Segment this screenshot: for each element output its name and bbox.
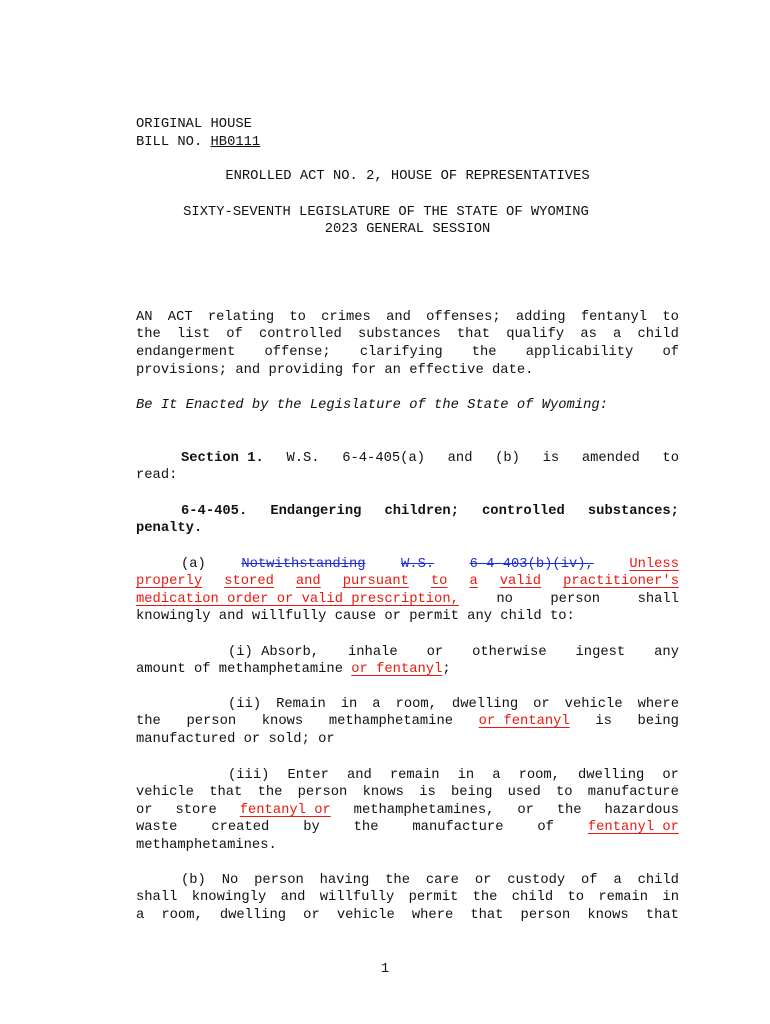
paragraph-ii-line-1: (ii) Remain in a room, dwelling or vehicle where [228, 697, 679, 712]
text-word: person [186, 714, 237, 729]
text-word: or [474, 873, 492, 888]
paragraph-iii-line-4 [136, 819, 679, 836]
text-word: willfully [319, 890, 395, 905]
text-word: ACT [167, 310, 193, 325]
text-word: person [550, 592, 601, 607]
text-word: applicability [525, 345, 634, 360]
text-word: in [457, 768, 475, 783]
text-word: is [419, 785, 436, 800]
text-word: methamphetamine [328, 714, 454, 729]
text-word: care [425, 873, 459, 888]
text-word: waste [136, 820, 178, 835]
paragraph-ii-line-3: manufactured or sold; or [136, 732, 335, 747]
text-word: or [426, 645, 444, 660]
text-word: of [226, 327, 243, 342]
text-word: having [319, 873, 370, 888]
text-word: (i) Absorb, [228, 645, 320, 660]
text-word: and [295, 574, 321, 589]
text-word: properly [136, 574, 203, 589]
text-word: stored [224, 574, 274, 589]
paragraph-i-line-1 [228, 644, 679, 661]
paragraph-iii-line-3 [136, 802, 679, 819]
text-word: and [280, 890, 306, 905]
inserted-text: or fentanyl [351, 662, 443, 677]
text-word: ingest [575, 645, 626, 660]
text-word: the [385, 873, 410, 888]
text-word: amended [581, 451, 640, 466]
paragraph-iii-line-5: methamphetamines. [136, 838, 277, 853]
text-word: in [662, 890, 679, 905]
act-title-line-4: provisions; and providing for an effective date. [136, 363, 534, 378]
subsection-b-line-1 [181, 872, 679, 889]
text-word: is [595, 714, 612, 729]
act-title-line-2 [136, 326, 679, 343]
text-word: or [662, 768, 679, 783]
text-word: (b) [181, 873, 206, 888]
text-word: pursuant [342, 574, 409, 589]
text-word: that [645, 908, 679, 923]
text-word: offense; [264, 345, 331, 360]
text-word: and [386, 310, 411, 325]
text-word: and [447, 451, 473, 466]
text-word: is [542, 451, 560, 466]
text-word: any [654, 645, 679, 660]
text-word: being [637, 714, 679, 729]
bill-number: HB0111 [210, 135, 261, 150]
text-word: that [209, 785, 243, 800]
text-word: as [580, 327, 597, 342]
text-word: the [257, 785, 283, 800]
text-word: the [353, 820, 379, 835]
text-word: crimes [321, 310, 371, 325]
text-word: No [221, 873, 239, 888]
text-word: knows [362, 785, 404, 800]
text-word: knows [261, 714, 304, 729]
text-word: (iii) [228, 768, 270, 783]
text-word: a [492, 768, 501, 783]
text-word: to [662, 451, 679, 466]
text-word: or [517, 803, 534, 818]
text-word: that [470, 908, 504, 923]
text-word: inhale [348, 645, 398, 660]
session-heading: 2023 GENERAL SESSION [324, 222, 491, 237]
text-word: hazardous [604, 803, 679, 818]
text-word: child [511, 890, 554, 905]
subsection-a-line-1 [181, 556, 679, 573]
subsection-a-line-2 [136, 573, 679, 590]
text-word: list [177, 327, 211, 342]
text-word: 6-4-405(a) [342, 451, 425, 466]
text-word: children; [384, 504, 459, 519]
text-word: Enter [287, 768, 329, 783]
text-word: to [567, 890, 585, 905]
text-word: (b) [495, 451, 520, 466]
text-word: fentanyl [580, 310, 648, 325]
text-word: knows [587, 908, 629, 923]
text-word: that [456, 327, 491, 342]
text-word: permit [408, 890, 459, 905]
text-word: room, [161, 908, 203, 923]
text-word: offenses; [426, 310, 501, 325]
text-word: person [297, 785, 348, 800]
text-word: where [411, 908, 454, 923]
text-word: controlled [259, 327, 342, 342]
text-word: substances; [587, 504, 679, 519]
paragraph-ii-line-2 [136, 713, 679, 730]
text-word: substances [357, 327, 441, 342]
text-word: valid [499, 574, 542, 589]
text-word: vehicle [136, 785, 194, 800]
text-word: a [469, 574, 478, 589]
text-word: Endangering [270, 504, 362, 519]
text-word: being [451, 785, 493, 800]
text-word: qualify [506, 327, 565, 342]
text-word: room, [518, 768, 560, 783]
text-word: 6-4-405. [181, 504, 248, 519]
text-word: the [472, 890, 498, 905]
text-word: or [303, 908, 320, 923]
text-word: store [175, 803, 217, 818]
text-word: person [254, 873, 304, 888]
text-word: a [136, 908, 145, 923]
text-word: to [662, 310, 679, 325]
deleted-text: 6-4-403(b)(iv), [469, 557, 594, 572]
bill-no-label: BILL NO. [136, 135, 211, 150]
original-house-label: ORIGINAL HOUSE [136, 117, 252, 132]
act-title-line-1 [136, 309, 679, 326]
text-word: remain [598, 890, 649, 905]
section-label: Section 1. [181, 451, 264, 466]
bill-number-line [136, 134, 679, 151]
text-word: manufacture [587, 785, 679, 800]
statute-heading-line-2: penalty. [136, 521, 203, 536]
text-word: and [346, 768, 372, 783]
text-word: to [556, 785, 573, 800]
subsection-a-line-4: knowingly and willfully cause or permit any child to: [136, 609, 575, 624]
page-number: 1 [380, 962, 390, 977]
text-word: endangerment [136, 345, 236, 360]
text-word: of [581, 873, 598, 888]
text-word: by [303, 820, 320, 835]
inserted-text: or fentanyl [478, 714, 570, 729]
section-1-line-1 [181, 450, 679, 467]
text-word: the [556, 803, 582, 818]
enacting-clause: Be It Enacted by the Legislature of the State of Wyoming: [136, 398, 608, 413]
act-title-line-3 [136, 344, 679, 361]
text-word: a [613, 327, 622, 342]
text-word: no [496, 592, 513, 607]
text-word: person [520, 908, 571, 923]
text-word: relating [207, 310, 275, 325]
text-word: controlled [482, 504, 565, 519]
legislature-heading: SIXTY-SEVENTH LEGISLATURE OF THE STATE OF WYOMING [183, 205, 589, 220]
subsection-a-line-3 [136, 591, 679, 608]
text-word: knowingly [191, 890, 267, 905]
inserted-text: fentanyl or [239, 803, 331, 818]
text-word: manufacture [412, 820, 504, 835]
text-word: methamphetamines, [353, 803, 495, 818]
text-word: the [136, 714, 161, 729]
text-word: child [637, 873, 679, 888]
text-word: W.S. [286, 451, 320, 466]
section-1-line-2: read: [136, 468, 178, 483]
text-word: to [430, 574, 448, 589]
text-word: the [471, 345, 497, 360]
text-word: of [662, 345, 679, 360]
text-word: shall [637, 592, 679, 607]
text-word: used [507, 785, 541, 800]
text-word: dwelling [219, 908, 287, 923]
text-word: a [613, 873, 622, 888]
text-word: dwelling [578, 768, 645, 783]
text-word: adding [515, 310, 566, 325]
text-word: the [136, 327, 161, 342]
text-word: vehicle [336, 908, 395, 923]
text-word: clarifying [359, 345, 443, 360]
text-word: custody [507, 873, 566, 888]
subsection-b-line-3 [136, 907, 679, 924]
deleted-text: Notwithstanding [241, 557, 366, 572]
text-word: shall [136, 890, 178, 905]
text-word: of [537, 820, 554, 835]
text-word: (a) [181, 557, 206, 572]
text-word: otherwise [472, 645, 547, 660]
subsection-b-line-2 [136, 889, 679, 906]
paragraph-i-line-2: amount of methamphetamine or fentanyl; [136, 662, 451, 677]
statute-heading [181, 503, 679, 520]
inserted-text: fentanyl or [587, 820, 679, 835]
text-word: child [637, 327, 679, 342]
enrolled-act-heading: ENROLLED ACT NO. 2, HOUSE OF REPRESENTATIVES [225, 169, 590, 184]
deleted-text: W.S. [401, 557, 435, 572]
paragraph-iii-line-2 [136, 784, 679, 801]
text-word: AN [136, 310, 153, 325]
text-word: practitioner's [563, 574, 679, 589]
inserted-text: Unless [629, 557, 679, 572]
text-word: to [289, 310, 306, 325]
text-word: or [136, 803, 153, 818]
text-word: remain [389, 768, 440, 783]
text-word: created [211, 820, 270, 835]
paragraph-iii-line-1 [228, 767, 679, 784]
inserted-text: medication order or valid prescription, [136, 592, 459, 607]
